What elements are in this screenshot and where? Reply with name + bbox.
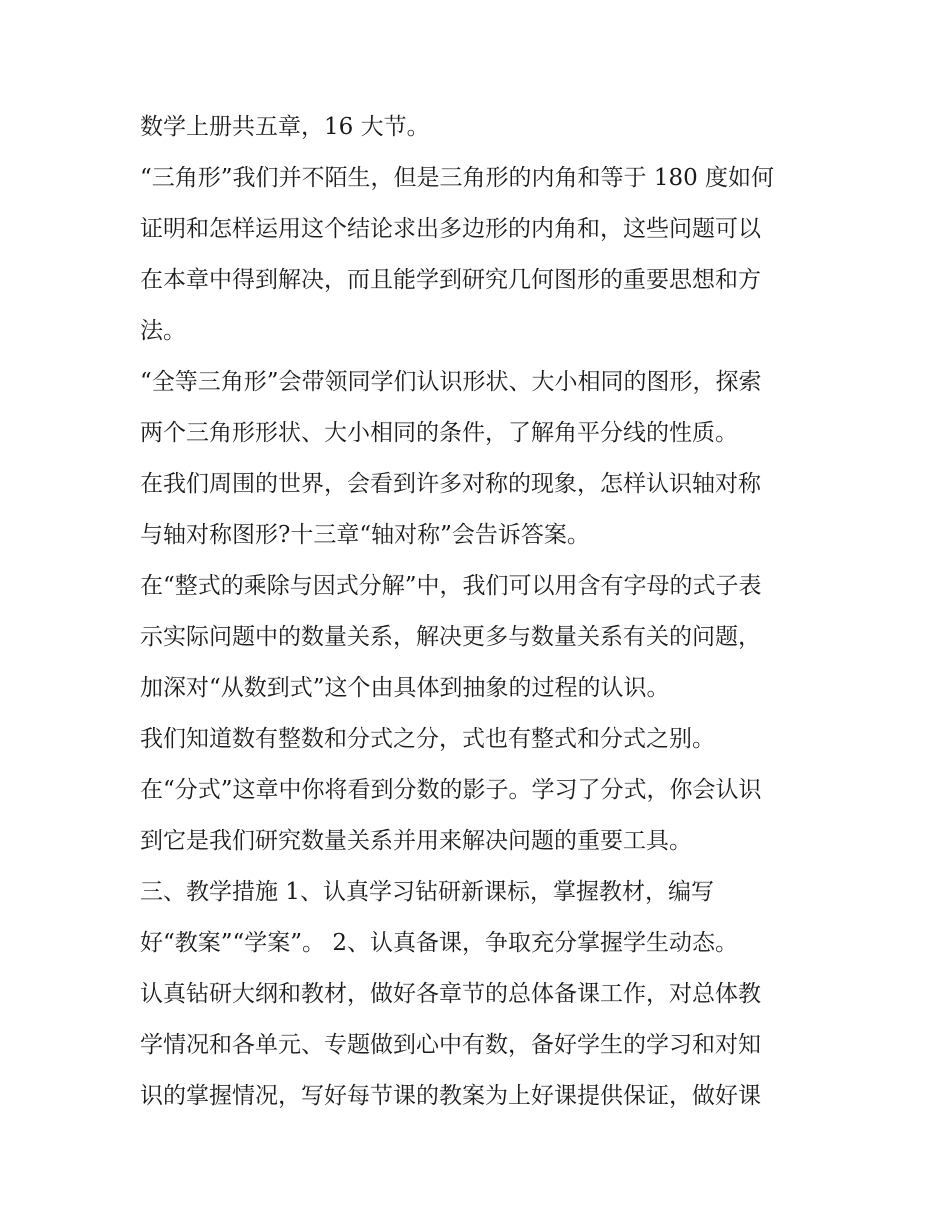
text-line: 法。 (140, 318, 186, 344)
document-body (140, 102, 830, 1122)
text-line: 证明和怎样运用这个结论求出多边形的内角和，这些问题可以 (140, 216, 761, 242)
text-line: “三角形”我们并不陌生，但是三角形的内角和等于 180 度如何 (140, 165, 775, 191)
text-line: 在我们周围的世界，会看到许多对称的现象，怎样认识轴对称 (140, 471, 761, 497)
text-line: 到它是我们研究数量关系并用来解决问题的重要工具。 (140, 828, 692, 854)
text-line: 我们知道数有整数和分式之分，式也有整式和分式之别。 (140, 726, 715, 752)
text-line: 与轴对称图形?十三章“轴对称”会告诉答案。 (140, 522, 590, 548)
text-line: 数学上册共五章，16 大节。 (140, 114, 430, 140)
text-line: 示实际问题中的数量关系，解决更多与数量关系有关的问题， (140, 624, 761, 650)
text-line: 识的掌握情况，写好每节课的教案为上好课提供保证，做好课 (140, 1083, 761, 1109)
text-line: 认真钻研大纲和教材，做好各章节的总体备课工作，对总体教 (140, 981, 761, 1007)
text-line: 学情况和各单元、专题做到心中有数，备好学生的学习和对知 (140, 1032, 761, 1058)
text-line: 加深对“从数到式”这个由具体到抽象的过程的认识。 (140, 675, 670, 701)
text-line: “全等三角形”会带领同学们认识形状、大小相同的图形，探索 (140, 369, 762, 395)
text-line: 在“整式的乘除与因式分解”中，我们可以用含有字母的式子表 (140, 573, 762, 599)
text-line: 好“教案”“学案”。 2、认真备课，争取充分掌握学生动态。 (140, 930, 738, 956)
text-line: 两个三角形形状、大小相同的条件，了解角平分线的性质。 (140, 420, 738, 446)
text-line: 在本章中得到解决，而且能学到研究几何图形的重要思想和方 (140, 267, 761, 293)
text-line: 在“分式”这章中你将看到分数的影子。学习了分式，你会认识 (140, 777, 762, 803)
text-line: 三、教学措施 1、认真学习钻研新课标，掌握教材，编写 (140, 879, 714, 905)
